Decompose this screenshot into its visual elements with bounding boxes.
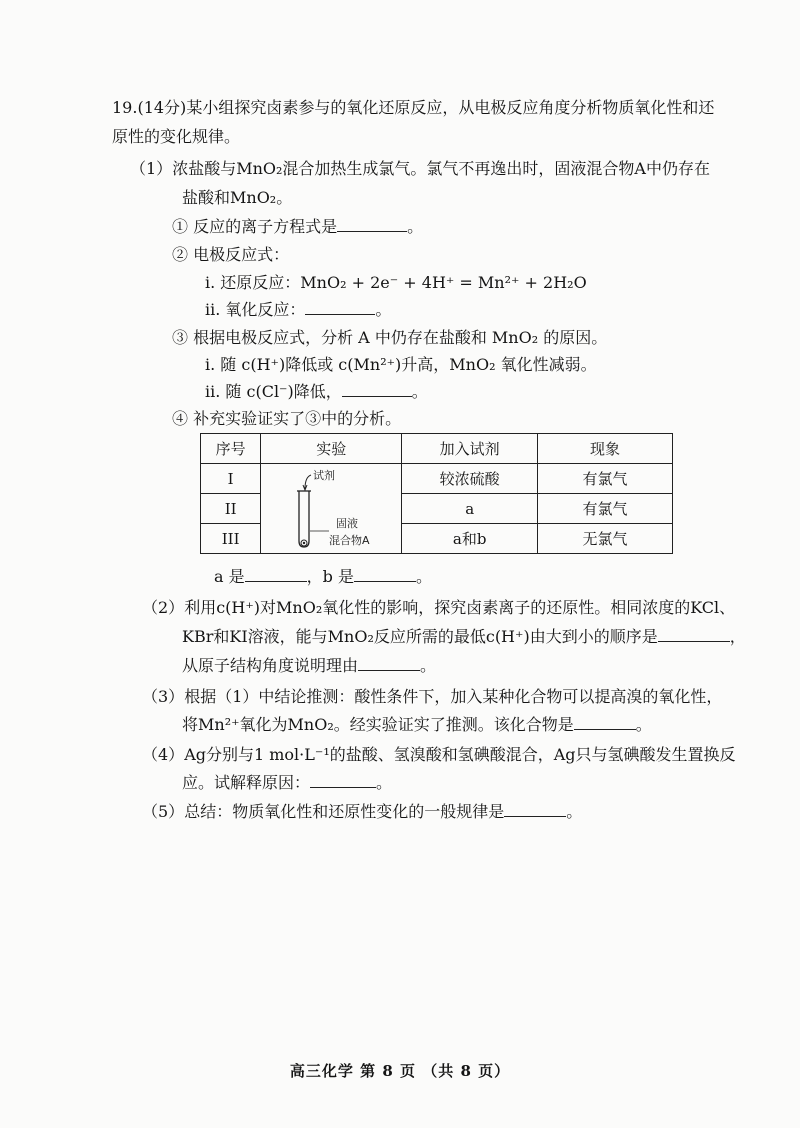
part1-q3-ii-text: ⅱ. 随 c(Cl⁻)降低， — [205, 382, 342, 401]
part1-q4: ④ 补充实验证实了③中的分析。 — [172, 409, 402, 428]
experiment-diagram-cell — [261, 464, 402, 554]
question-number: 19. — [112, 98, 138, 117]
part1-line2: 盐酸和MnO₂。 — [182, 188, 293, 207]
part4-label: （4） — [142, 745, 185, 764]
answer-blank[interactable] — [310, 772, 376, 788]
table-header-cell: 现象 — [538, 434, 673, 464]
question-stem-line2: 原性的变化规律。 — [112, 127, 241, 146]
part1-ab-line — [214, 566, 432, 588]
part1-q2: ② 电极反应式： — [172, 245, 290, 264]
reagent-cell: a和b — [402, 524, 538, 554]
diagram-label-mixture1: 固液 — [336, 516, 359, 530]
part2-label: （2） — [142, 598, 185, 617]
part1-q1-text: ① 反应的离子方程式是 — [172, 217, 338, 236]
part1-q2-ii-end: 。 — [375, 300, 392, 319]
table-header-row — [201, 434, 673, 464]
experiment-table — [200, 433, 673, 554]
answer-blank[interactable] — [358, 655, 420, 671]
part1-ab-end: 。 — [415, 567, 432, 586]
part1-q3: ③ 根据电极反应式，分析 A 中仍存在盐酸和 MnO₂ 的原因。 — [172, 328, 608, 347]
part3-text1: 根据（1）中结论推测：酸性条件下，加入某种化合物可以提高溴的氧化性， — [184, 687, 723, 706]
question-score: (14分) — [137, 98, 187, 117]
row-number: III — [201, 524, 261, 554]
part1-q1 — [172, 216, 423, 238]
part2-line2-end: ， — [729, 627, 746, 646]
part2-text3: 从原子结构角度说明理由 — [182, 656, 359, 675]
part5-line1 — [142, 801, 582, 823]
answer-blank[interactable] — [574, 714, 636, 730]
part2-line1 — [142, 597, 735, 619]
part3-label: （3） — [142, 687, 185, 706]
reagent-cell: 较浓硫酸 — [402, 464, 538, 494]
part1-q2-ii-text: ⅱ. 氧化反应： — [205, 300, 306, 319]
part3-line2-end: 。 — [635, 715, 652, 734]
table-header-cell: 加入试剂 — [402, 434, 538, 464]
answer-blank[interactable] — [504, 801, 566, 817]
table-header-cell: 序号 — [201, 434, 261, 464]
part2-line3 — [182, 655, 436, 677]
part1-q3-ii — [205, 381, 428, 403]
part5-label: （5） — [142, 802, 185, 821]
part1-q3-i: ⅰ. 随 c(H⁺)降低或 c(Mn²⁺)升高，MnO₂ 氧化性减弱。 — [205, 355, 597, 374]
part4-line2-end: 。 — [376, 773, 393, 792]
answer-blank[interactable] — [305, 299, 375, 315]
part1-q2-i: ⅰ. 还原反应：MnO₂ + 2e⁻ + 4H⁺ = Mn²⁺ + 2H₂O — [205, 273, 587, 292]
part2-line2 — [182, 626, 746, 648]
part1-line1 — [130, 158, 710, 180]
answer-blank[interactable] — [245, 566, 307, 582]
dropper-arrow-icon — [303, 475, 311, 490]
answer-blank[interactable] — [354, 566, 416, 582]
part4-line1 — [142, 744, 736, 766]
result-cell: 有氯气 — [538, 464, 673, 494]
part1-text: 浓盐酸与MnO₂混合加热生成氯气。氯气不再逸出时，固液混合物A中仍存在 — [172, 159, 710, 178]
diagram-label-mixture2: 混合物A — [329, 533, 370, 547]
row-number: I — [201, 464, 261, 494]
test-tube-icon — [297, 491, 311, 547]
answer-blank[interactable] — [342, 381, 412, 397]
part2-text1: 利用c(H⁺)对MnO₂氧化性的影响，探究卤素离子的还原性。相同浓度的KCl、 — [184, 598, 736, 617]
part4-text2: 应。试解释原因： — [182, 773, 311, 792]
part5-text1: 总结：物质氧化性和还原性变化的一般规律是 — [184, 802, 505, 821]
test-tube-diagram — [261, 465, 401, 553]
part3-text2: 将Mn²⁺氧化为MnO₂。经实验证实了推测。该化合物是 — [182, 715, 574, 734]
question-stem-line1 — [112, 97, 714, 119]
part1-b-text: ，b 是 — [306, 567, 354, 586]
row-number: II — [201, 494, 261, 524]
table-row — [201, 464, 673, 494]
answer-blank[interactable] — [658, 626, 730, 642]
part2-line3-end: 。 — [420, 656, 437, 675]
answer-blank[interactable] — [337, 216, 407, 232]
result-cell: 无氯气 — [538, 524, 673, 554]
question-stem-text: 某小组探究卤素参与的氧化还原反应，从电极反应角度分析物质氧化性和还 — [186, 98, 715, 117]
part4-text1: Ag分别与1 mol·L⁻¹的盐酸、氢溴酸和氢碘酸混合，Ag只与氢碘酸发生置换反 — [184, 745, 736, 764]
part2-text2: KBr和KI溶液，能与MnO₂反应所需的最低c(H⁺)由大到小的顺序是 — [182, 627, 658, 646]
part3-line2 — [182, 714, 652, 736]
part1-q3-ii-end: 。 — [411, 382, 428, 401]
part1-label: （1） — [130, 159, 173, 178]
part1-a-text: a 是 — [214, 567, 245, 586]
result-cell: 有氯气 — [538, 494, 673, 524]
part1-q1-end: 。 — [407, 217, 424, 236]
page-footer: 高三化学 第 8 页 （共 8 页） — [289, 1062, 511, 1080]
part4-line2 — [182, 772, 392, 794]
part5-line1-end: 。 — [566, 802, 583, 821]
reagent-cell: a — [402, 494, 538, 524]
diagram-label-reagent: 试剂 — [313, 468, 336, 482]
part3-line1 — [142, 686, 722, 708]
table-header-cell: 实验 — [261, 434, 402, 464]
part1-q2-ii — [205, 299, 391, 321]
